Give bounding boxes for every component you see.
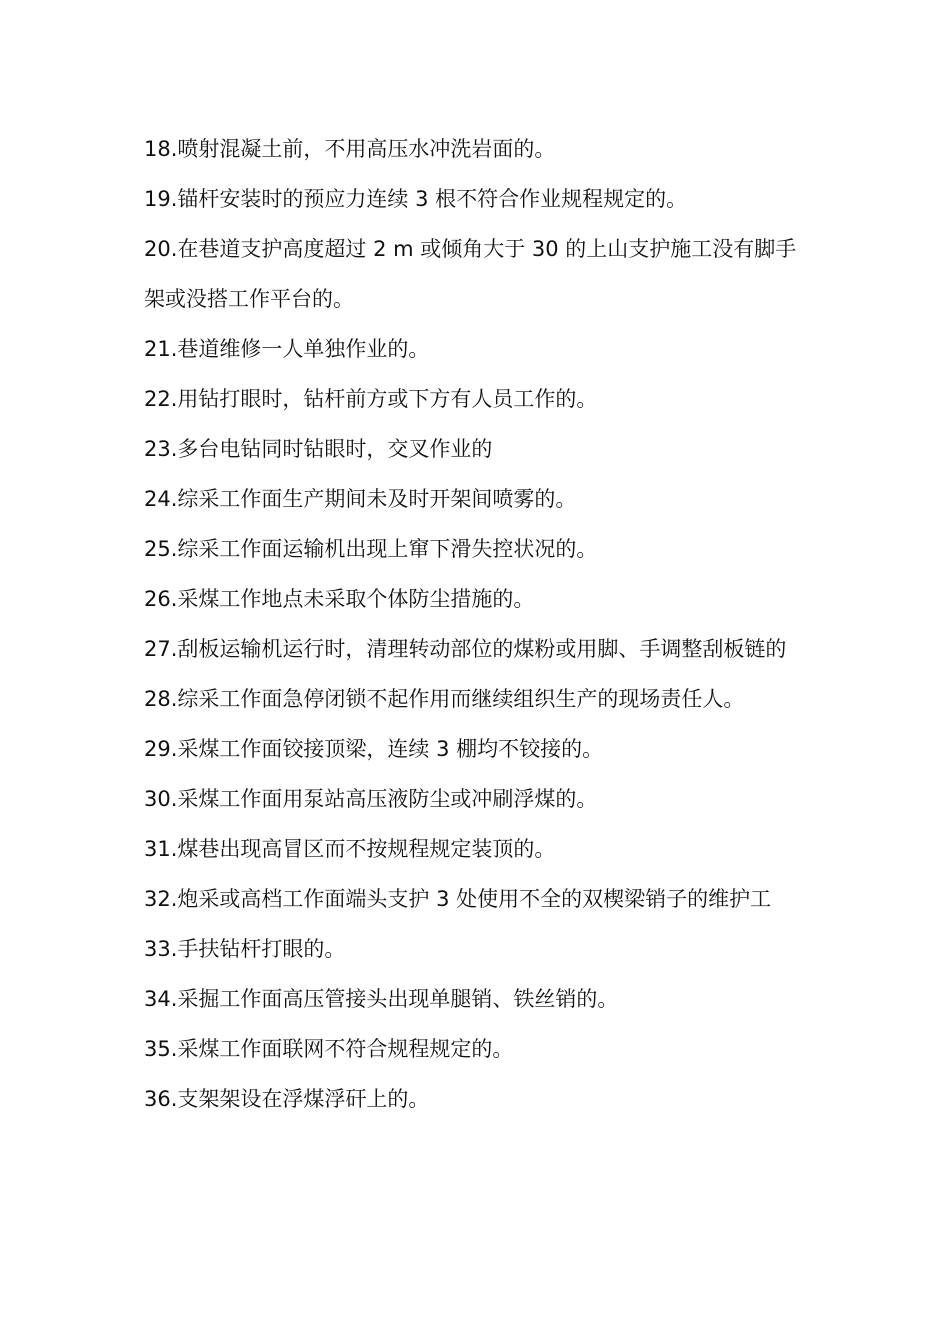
list-item: 24.综采工作面生产期间未及时开架间喷雾的。	[144, 487, 577, 511]
list-item: 30.采煤工作面用泵站高压液防尘或冲刷浮煤的。	[144, 787, 598, 811]
list-item: 23.多台电钻同时钻眼时，交叉作业的	[144, 437, 493, 461]
list-item: 32.炮采或高档工作面端头支护 3 处使用不全的双楔梁销子的维护工	[144, 887, 772, 911]
list-item: 34.采掘工作面高压管接头出现单腿销、铁丝销的。	[144, 987, 619, 1011]
list-item: 26.采煤工作地点未采取个体防尘措施的。	[144, 587, 535, 611]
list-item: 20.在巷道支护高度超过 2 m 或倾角大于 30 的上山支护施工没有脚手架或没搭工作平台的。	[144, 237, 797, 311]
list-item: 33.手扶钻杆打眼的。	[144, 937, 346, 961]
list-item: 35.采煤工作面联网不符合规程规定的。	[144, 1037, 514, 1061]
list-item: 21.巷道维修一人单独作业的。	[144, 337, 430, 361]
list-item: 36.支架架设在浮煤浮矸上的。	[144, 1087, 430, 1111]
list-item: 29.采煤工作面铰接顶梁，连续 3 棚均不铰接的。	[144, 737, 604, 761]
list-item: 31.煤巷出现高冒区而不按规程规定装顶的。	[144, 837, 556, 861]
list-item: 28.综采工作面急停闭锁不起作用而继续组织生产的现场责任人。	[144, 687, 745, 711]
list-item: 19.锚杆安装时的预应力连续 3 根不符合作业规程规定的。	[144, 187, 688, 211]
list-item: 22.用钻打眼时，钻杆前方或下方有人员工作的。	[144, 387, 598, 411]
list-item: 27.刮板运输机运行时，清理转动部位的煤粉或用脚、手调整刮板链的	[144, 637, 787, 661]
list-item: 25.综采工作面运输机出现上窜下滑失控状况的。	[144, 537, 598, 561]
document-body	[144, 124, 814, 1124]
list-item: 18.喷射混凝土前，不用高压水冲洗岩面的。	[144, 137, 556, 161]
